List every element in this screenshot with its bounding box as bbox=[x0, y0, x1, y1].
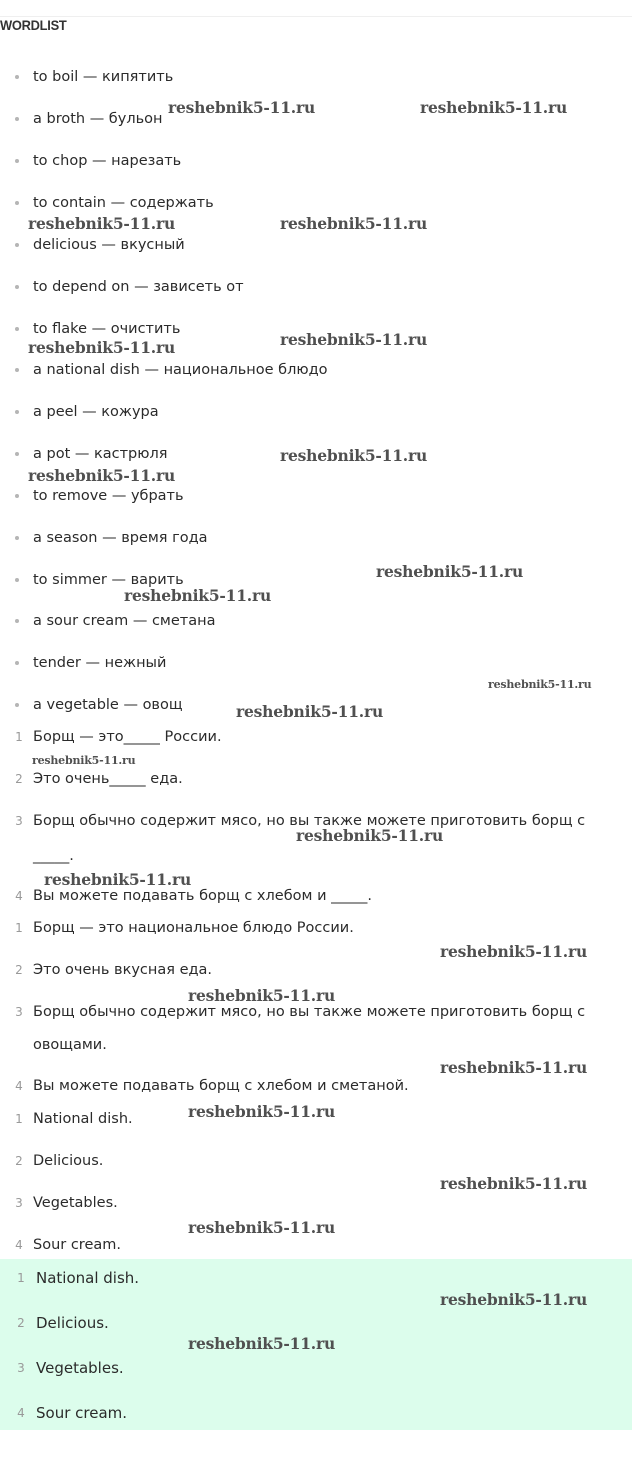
bullet-icon bbox=[15, 619, 19, 623]
bullet-icon bbox=[15, 703, 19, 707]
answer-highlight-box: 1 National dish. 2 Delicious. 3 Vegetables. 4 Sour cream. bbox=[0, 1259, 632, 1430]
bullet-icon bbox=[15, 117, 19, 121]
watermark: reshebnik5-11.ru bbox=[280, 330, 428, 349]
watermark: reshebnik5-11.ru bbox=[280, 446, 428, 465]
watermark: reshebnik5-11.ru bbox=[440, 1058, 588, 1077]
watermark: reshebnik5-11.ru bbox=[440, 942, 588, 961]
bullet-icon bbox=[15, 661, 19, 665]
watermark: reshebnik5-11.ru bbox=[188, 986, 336, 1005]
bullet-icon bbox=[15, 452, 19, 456]
bullet-icon bbox=[15, 243, 19, 247]
watermark: reshebnik5-11.ru bbox=[28, 214, 176, 233]
bullet-icon bbox=[15, 285, 19, 289]
watermark: reshebnik5-11.ru bbox=[440, 1174, 588, 1193]
watermark: reshebnik5-11.ru bbox=[296, 826, 444, 845]
watermark: reshebnik5-11.ru bbox=[28, 338, 176, 357]
bullet-icon bbox=[15, 410, 19, 414]
watermark: reshebnik5-11.ru bbox=[376, 562, 524, 581]
bullet-icon bbox=[15, 368, 19, 372]
watermark: reshebnik5-11.ru bbox=[28, 466, 176, 485]
bullet-icon bbox=[15, 159, 19, 163]
watermark: reshebnik5-11.ru bbox=[32, 754, 136, 767]
bullet-icon bbox=[15, 201, 19, 205]
bullet-icon bbox=[15, 327, 19, 331]
section-heading: WORDLIST bbox=[0, 17, 67, 33]
bullet-icon bbox=[15, 536, 19, 540]
watermark: reshebnik5-11.ru bbox=[488, 678, 592, 691]
watermark: reshebnik5-11.ru bbox=[188, 1218, 336, 1237]
watermark: reshebnik5-11.ru bbox=[188, 1334, 336, 1353]
bullet-icon bbox=[15, 75, 19, 79]
watermark: reshebnik5-11.ru bbox=[188, 1102, 336, 1121]
watermark: reshebnik5-11.ru bbox=[440, 1290, 588, 1309]
bullet-icon bbox=[15, 494, 19, 498]
watermark: reshebnik5-11.ru bbox=[236, 702, 384, 721]
watermark: reshebnik5-11.ru bbox=[280, 214, 428, 233]
watermark: reshebnik5-11.ru bbox=[168, 98, 316, 117]
watermark: reshebnik5-11.ru bbox=[124, 586, 272, 605]
watermark: reshebnik5-11.ru bbox=[420, 98, 568, 117]
top-divider bbox=[0, 16, 632, 17]
bullet-icon bbox=[15, 578, 19, 582]
watermark: reshebnik5-11.ru bbox=[44, 870, 192, 889]
